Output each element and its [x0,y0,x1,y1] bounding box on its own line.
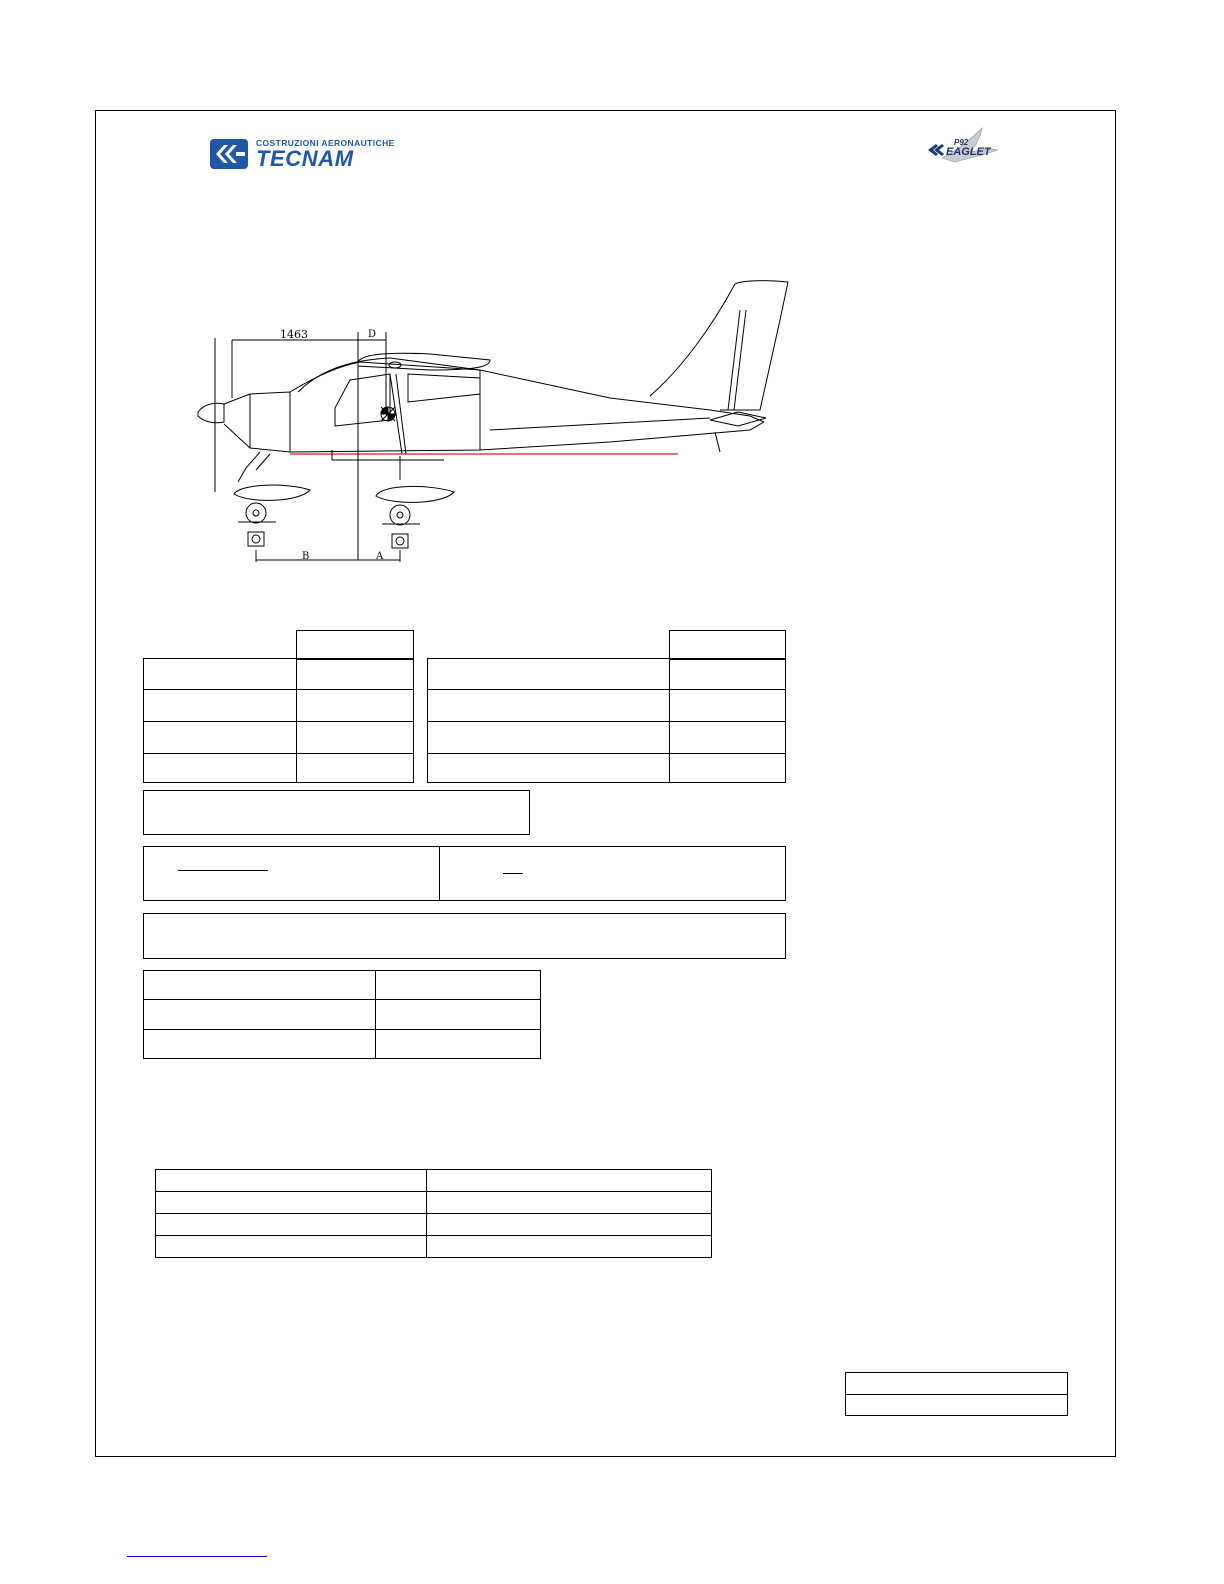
dimension-a-label: A [376,551,384,562]
small-table-outline [143,970,541,1059]
dimension-d-label: D [368,329,377,340]
left-table-row-divider [143,753,414,754]
model-badge-top: P92 [954,138,969,147]
small-table-row-divider [143,999,541,1000]
right-table-row-divider [427,753,786,754]
brand-tagline: COSTRUZIONI AERONAUTICHE [256,138,395,148]
lower-table-row-divider [155,1235,712,1236]
result-box[interactable] [143,790,530,835]
dimension-1463-label: 1463 [280,328,308,341]
lower-table-row-divider [155,1191,712,1192]
model-badge-name: EAGLET [946,146,991,158]
right-table-row-divider [427,721,786,722]
small-table-column-divider [375,970,376,1059]
aircraft-weighing-diagram [190,270,790,575]
tecnam-chevron-icon [210,139,248,169]
formula-fraction-line-right [503,873,523,874]
signature-box-divider [845,1394,1068,1395]
brand-name: TECNAM [256,146,354,171]
tecnam-logo [210,137,395,171]
left-table-header-cell[interactable] [296,630,414,660]
summary-box[interactable] [143,913,786,959]
formula-box [143,846,786,901]
formula-fraction-line-left [178,870,268,871]
left-table-row-divider [143,721,414,722]
formula-box-divider [439,846,440,901]
small-table-row-divider [143,1029,541,1030]
footer-link-underline[interactable] [127,1556,267,1557]
right-table-row-divider [427,689,786,690]
right-table-header-cell[interactable] [669,630,786,660]
eaglet-logo [924,124,1004,168]
dimension-b-label: B [302,551,310,562]
left-table-row-divider [143,689,414,690]
lower-table-row-divider [155,1213,712,1214]
